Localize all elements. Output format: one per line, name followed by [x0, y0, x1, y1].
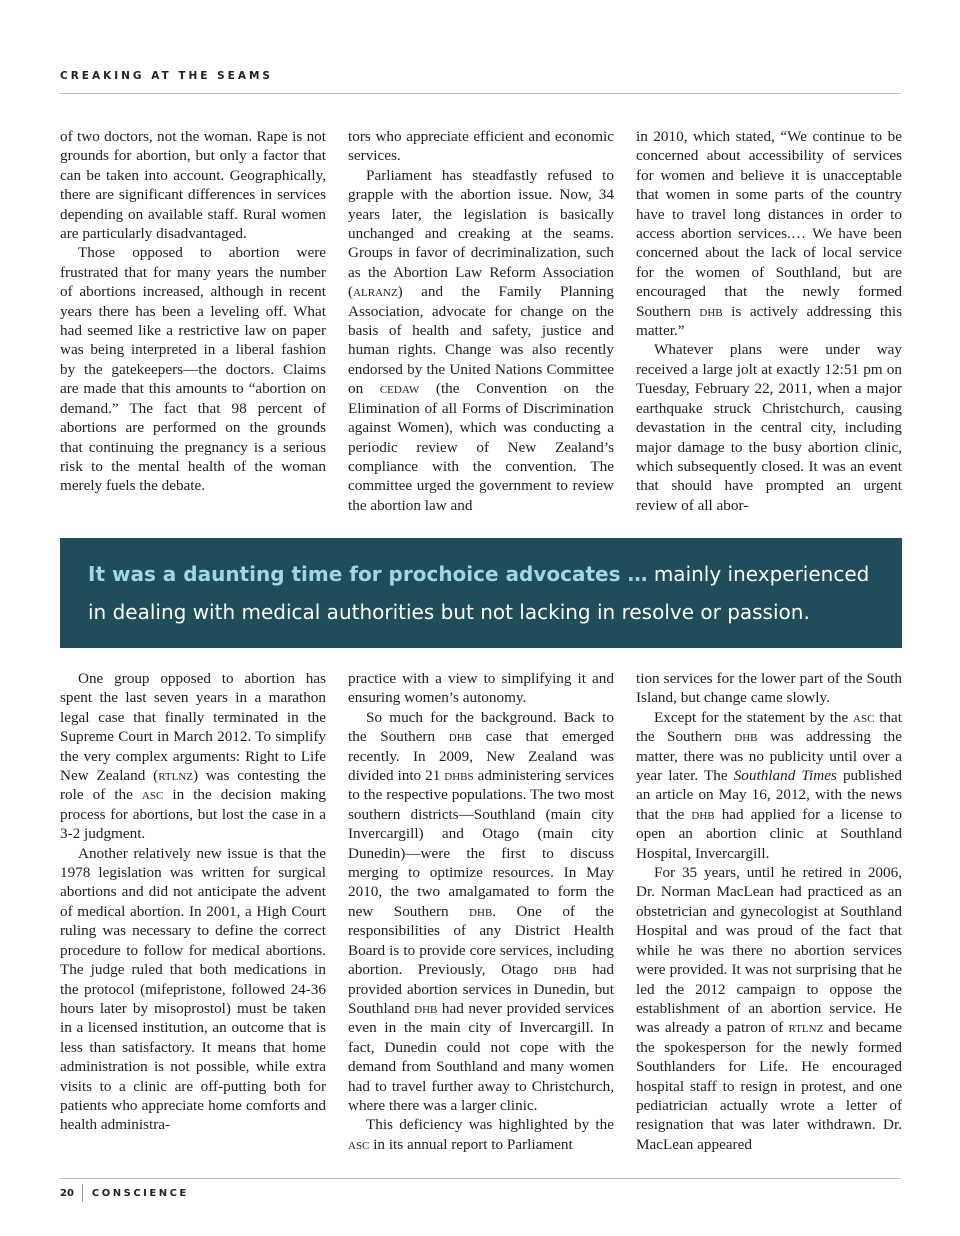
text-run: This deficiency was highlighted by the — [366, 1116, 614, 1134]
text-run: Except for the statement by the — [654, 708, 854, 726]
upper-column-3 — [636, 127, 902, 515]
acronym-alranz: alranz — [353, 283, 398, 301]
footer-divider — [82, 1184, 83, 1202]
text-run: One group opposed to abortion has spent the last seven years in a marathon legal case that finally terminated in the Supreme Court in March 2012. To simplify the very complex arguments: Right to Life New Zealand ( — [60, 670, 326, 785]
paragraph — [348, 708, 614, 1116]
paragraph: Whatever plans were under way received a large jolt at exactly 12:51 pm on Tuesday, February 22, 2011, when a major earthquake struck Christchurch, causing devastation in the central city, including major damage to the busy abortion clinic, which subsequently closed. It was an event that should have prompted an urgent review of all abor- — [636, 341, 902, 514]
text-run: had never provided services even in the main city of Invercargill. In fact, Dunedin could not cope with the demand from Southland and many women had to travel further away to Christchurch, where there was a larger clinic. — [348, 999, 614, 1114]
header-rule — [60, 93, 900, 94]
upper-column-2 — [348, 127, 614, 515]
running-head: CREAKING AT THE SEAMS — [60, 70, 273, 82]
paragraph: Another relatively new issue is that the 1978 legislation was written for surgical abortions and did not anticipate the advent of medical abortion. In 2001, a High Court ruling was necessary to define the correct procedure to follow for medical abortions. The judge ruled that both medications in the protocol (mifepristone, followed 24-36 hours later by misoprostol) must be taken in a licensed institution, an outcome that is less than satisfactory. It means that home administration is not possible, while extra visits to a clinic are off-putting both for patients who appreciate home comforts and health administra- — [60, 844, 326, 1134]
text-run: had provided abortion services in Dunedin, but Southland — [348, 961, 614, 1017]
text-run: was addressing the matter, there was no publicity until over a year later. The — [636, 728, 902, 785]
lower-column-2 — [348, 669, 614, 1154]
page-number: 20 — [60, 1187, 74, 1199]
text-run: (the Convention on the Elimination of all Forms of Discrimination against Women), which was conducting a periodic review of New Zealand’s compliance with the convention. The committee urged the government to review the abortion law and — [348, 380, 614, 514]
acronym-dhb: dhb — [414, 999, 438, 1017]
text-run: For 35 years, until he retired in 2006, Dr. Norman MacLean had practiced as an obstetrician and gynecologist at Southland Hospital and was proud of the fact that while he was there no abortion services were provided. It was not surprising that he led the 2012 campaign to oppose the establishment of an abortion service. He was already a patron of — [636, 864, 902, 1037]
text-run: Parliament has steadfastly refused to grapple with the abortion issue. Now, 34 years later, the legislation is basically unchanged and creaking at the seams. Groups in favor of decriminalization, such as the Abortion Law Reform Association ( — [348, 166, 614, 301]
paragraph: of two doctors, not the woman. Rape is not grounds for abortion, but only a factor that can be taken into account. Geographically, there are significant differences in services depending on available staff. Rural women are particularly disadvantaged. — [60, 128, 326, 243]
paragraph: practice with a view to simplifying it and ensuring women’s autonomy. — [348, 670, 614, 707]
acronym-dhb: dhb — [734, 728, 758, 746]
lower-columns — [60, 669, 902, 1154]
acronym-rtlnz: rtlnz — [158, 767, 193, 785]
paragraph — [348, 166, 614, 515]
footer-rule — [60, 1178, 900, 1179]
text-run: administering services to the respective populations. The two most southern districts—Southland (main city Invercargill) and Otago (main city Dunedin)—were the first to discuss merging to optimize resources. In May 2010, the two amalgamated to form the new Southern — [348, 767, 614, 920]
paragraph — [636, 708, 902, 863]
acronym-dhb: dhb — [448, 728, 473, 746]
text-run: and became the spokesperson for the newly formed Southlanders for Life. He encouraged hospital staff to resign in protest, and one pediatrician actually wrote a letter of resignation that was later withdrawn. Dr. MacLean appeared — [636, 1019, 902, 1153]
text-run: is actively addressing this matter.” — [636, 302, 902, 340]
pull-quote — [60, 538, 902, 648]
text-run: ) was contesting the role of the — [60, 767, 326, 804]
paragraph — [348, 1115, 614, 1154]
acronym-dhb: dhb — [469, 902, 493, 920]
lower-column-3 — [636, 669, 902, 1154]
text-run: that the Southern — [636, 708, 902, 746]
text-run: case that emerged recently. In 2009, New Zealand was divided into 21 — [348, 728, 614, 785]
paragraph: tors who appreciate efficient and economic services. — [348, 128, 614, 165]
acronym-asc: asc — [141, 786, 164, 804]
paragraph — [636, 127, 902, 340]
text-run: in the decision making process for abortions, but lost the case in a 3-2 judgment. — [60, 786, 326, 843]
text-run: published an article on May 16, 2012, with the news that the — [636, 767, 902, 823]
acronym-asc: asc — [853, 708, 875, 726]
publication-title: Southland Times — [733, 767, 837, 785]
upper-columns — [60, 127, 902, 515]
text-run: ) and the Family Planning Association, advocate for change on the basis of health and safety, justice and human rights. Change was also recently endorsed by the United Nations Committee on — [348, 283, 614, 398]
text-run: in 2010, which stated, “We continue to be concerned about accessibility of services for women and believe it is unacceptable that women in some parts of the country have to travel long distances in order to access abortion services.… We have been concerned about the lack of local service for the women of Southland, but are encouraged that the newly formed Southern — [636, 128, 902, 320]
acronym-asc: asc — [348, 1135, 370, 1153]
paragraph — [60, 669, 326, 844]
acronym-dhb: dhb — [699, 302, 723, 320]
footer — [60, 1184, 189, 1202]
acronym-dhb: dhb — [553, 961, 577, 979]
text-run: . One of the responsibilities of any District Health Board is to provide core services, including abortion. Previously, Otago — [348, 902, 614, 979]
paragraph — [636, 863, 902, 1154]
text-run: So much for the background. Back to the Southern — [348, 708, 614, 746]
lower-column-1 — [60, 669, 326, 1154]
acronym-rtlnz: rtlnz — [788, 1019, 824, 1037]
upper-column-1 — [60, 127, 326, 515]
acronym-dhb: dhb — [691, 805, 715, 823]
paragraph: tion services for the lower part of the South Island, but change came slowly. — [636, 670, 902, 707]
text-run: had applied for a license to open an abortion clinic at Southland Hospital, Invercargill. — [636, 805, 902, 862]
pull-quote-rest: mainly inexperienced in dealing with medical authorities but not lacking in resolve or passion. — [88, 562, 870, 624]
acronym-dhbs: dhbs — [444, 767, 474, 785]
pull-quote-highlight: It was a daunting time for prochoice advocates … — [88, 562, 648, 586]
text-run: in its annual report to Parliament — [369, 1135, 573, 1153]
magazine-name: CONSCIENCE — [91, 1187, 189, 1199]
paragraph: Those opposed to abortion were frustrated that for many years the number of abortions increased, although in recent years there has been a leveling off. What had seemed like a restrictive law on paper was being interpreted in a liberal fashion by the gatekeepers—the doctors. Claims are made that this amounts to “abortion on demand.” The fact that 98 percent of abortions are performed on the grounds that continuing the pregnancy is a serious risk to the mental health of the woman merely fuels the debate. — [60, 244, 326, 495]
acronym-cedaw: cedaw — [379, 380, 420, 398]
